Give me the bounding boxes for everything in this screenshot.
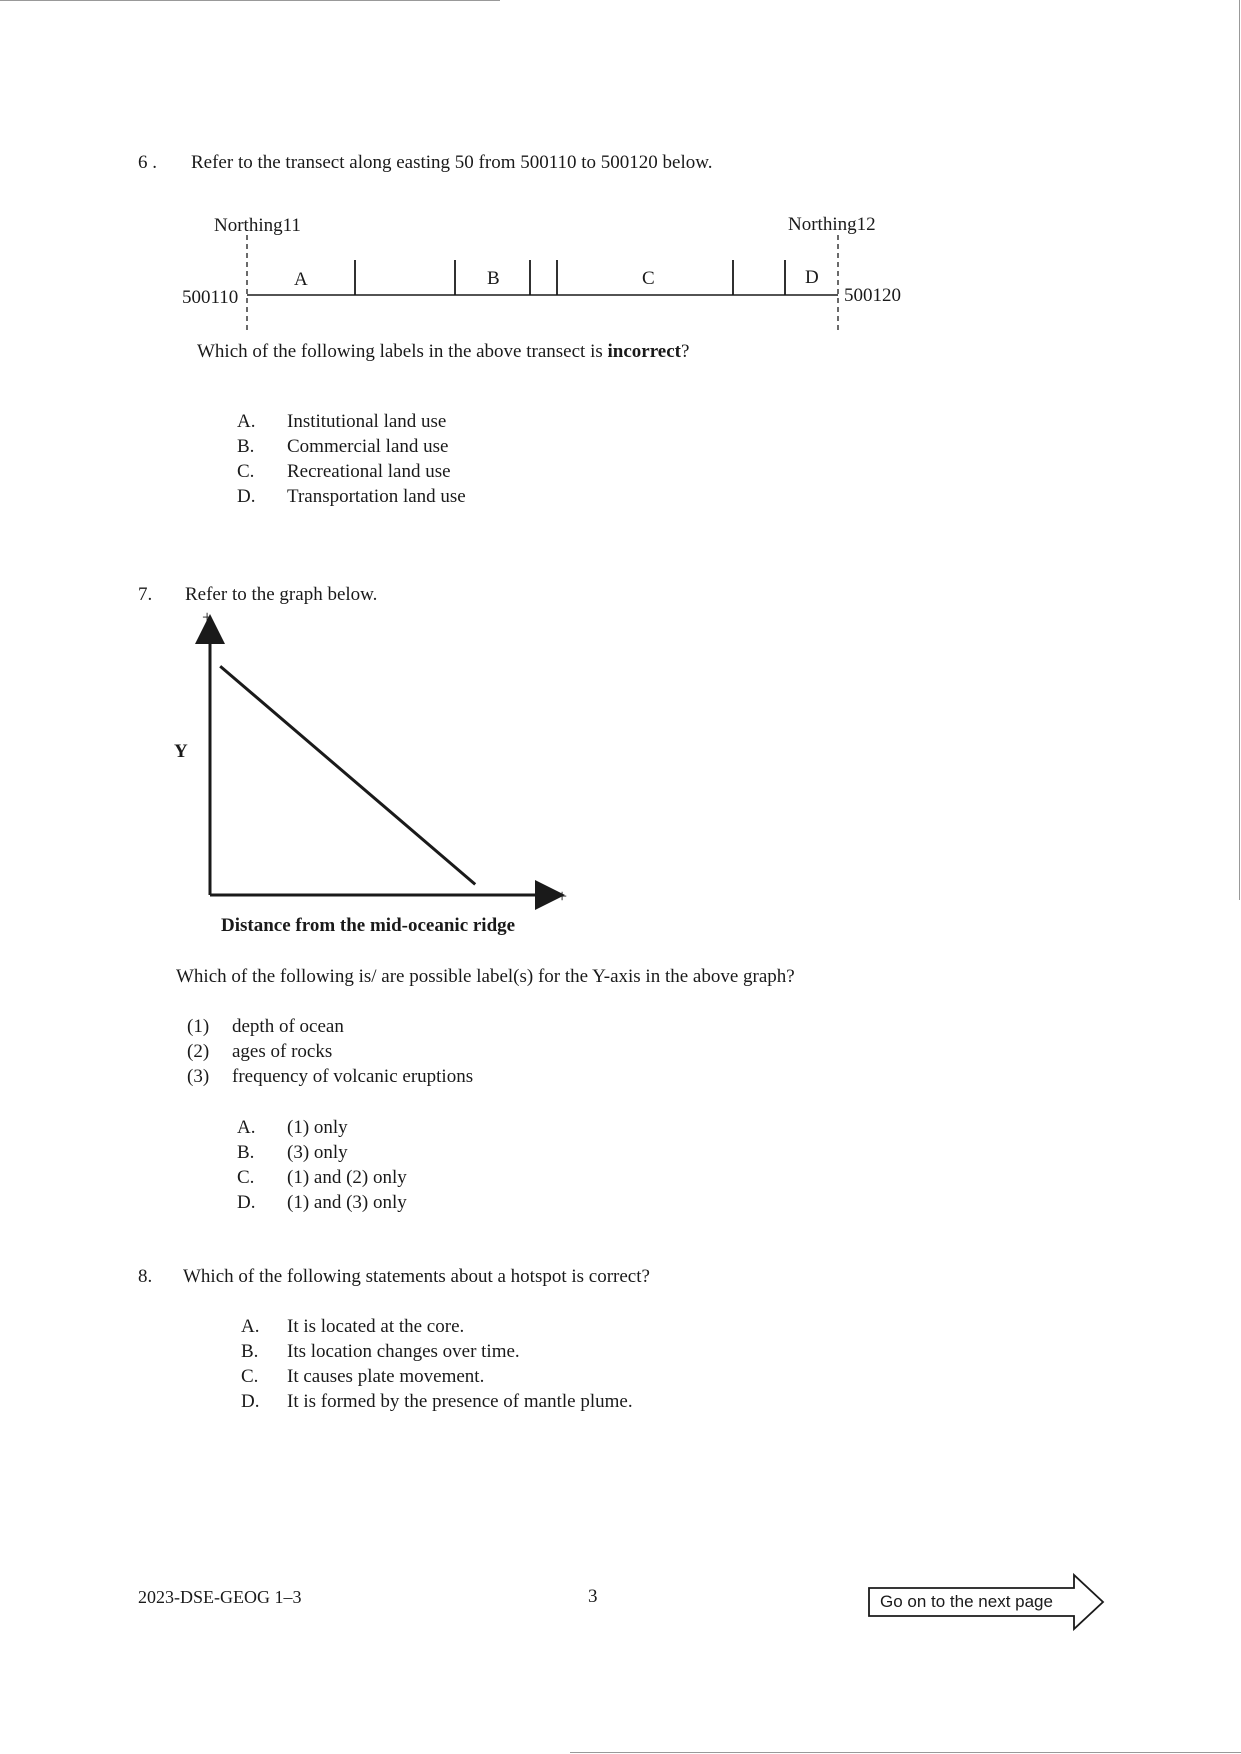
x-plus-sign: +	[557, 886, 568, 906]
option-letter: D.	[237, 486, 256, 507]
question-text-main: Which of the following labels in the above transect is	[197, 341, 608, 362]
question-emphasis: incorrect	[607, 341, 681, 362]
y-plus-sign: +	[202, 607, 213, 627]
statement-number: (3)	[187, 1066, 210, 1087]
scan-edge-top	[0, 0, 500, 1]
option-letter: A.	[237, 1117, 256, 1138]
option-text: It causes plate movement.	[287, 1366, 485, 1387]
question-number: 8.	[138, 1266, 153, 1287]
question-text	[197, 341, 689, 363]
option-text: (3) only	[287, 1142, 348, 1163]
option-text: It is located at the core.	[287, 1316, 465, 1337]
option-letter: A.	[237, 411, 256, 432]
option-text: (1) and (3) only	[287, 1192, 407, 1213]
grid-ref-left: 500110	[182, 287, 239, 308]
option-letter: C.	[241, 1366, 259, 1387]
option-letter: B.	[237, 1142, 255, 1163]
option-text: (1) and (2) only	[287, 1167, 407, 1188]
x-axis-label: Distance from the mid-oceanic ridge	[221, 915, 516, 936]
next-page-label: Go on to the next page	[880, 1592, 1053, 1611]
statement-text: depth of ocean	[232, 1016, 344, 1037]
page-number: 3	[588, 1586, 598, 1607]
scan-edge-bottom	[570, 1752, 1241, 1753]
question-prompt: Refer to the transect along easting 50 from 500110 to 500120 below.	[191, 152, 713, 173]
option-text: Institutional land use	[287, 411, 447, 432]
statement-text: frequency of volcanic eruptions	[232, 1066, 474, 1087]
question-prompt: Refer to the graph below.	[185, 584, 378, 605]
scan-edge-right	[1239, 0, 1240, 900]
question-text: Which of the following is/ are possible label(s) for the Y-axis in the above graph?	[176, 966, 795, 987]
option-letter: B.	[241, 1341, 259, 1362]
question-text-end: ?	[681, 341, 690, 362]
segment-label-c: C	[642, 268, 655, 289]
statement-number: (2)	[187, 1041, 210, 1062]
option-text: It is formed by the presence of mantle plume.	[287, 1391, 633, 1412]
option-text: Recreational land use	[287, 461, 451, 482]
segment-label-a: A	[294, 269, 308, 290]
option-letter: C.	[237, 1167, 255, 1188]
y-axis-label: Y	[174, 741, 188, 762]
statement-text: ages of rocks	[232, 1041, 333, 1062]
question-prompt: Which of the following statements about a hotspot is correct?	[183, 1266, 650, 1287]
segment-label-d: D	[805, 267, 819, 288]
option-letter: A.	[241, 1316, 260, 1337]
paper-code: 2023-DSE-GEOG 1–3	[138, 1587, 302, 1607]
option-letter: C.	[237, 461, 255, 482]
northing-left-label: Northing11	[214, 215, 301, 236]
option-text: Commercial land use	[287, 436, 449, 457]
option-letter: D.	[241, 1391, 260, 1412]
option-text: (1) only	[287, 1117, 348, 1138]
option-text: Transportation land use	[287, 486, 466, 507]
segment-label-b: B	[487, 268, 500, 289]
grid-ref-right: 500120	[844, 285, 901, 306]
data-series-line	[220, 666, 475, 884]
question-number: 6 .	[138, 152, 157, 173]
transect-diagram	[170, 205, 930, 330]
ridge-graph	[160, 605, 590, 940]
question-number: 7.	[138, 584, 153, 605]
option-letter: B.	[237, 436, 255, 457]
option-text: Its location changes over time.	[287, 1341, 520, 1362]
statement-number: (1)	[187, 1016, 210, 1037]
northing-right-label: Northing12	[788, 214, 876, 235]
option-letter: D.	[237, 1192, 256, 1213]
